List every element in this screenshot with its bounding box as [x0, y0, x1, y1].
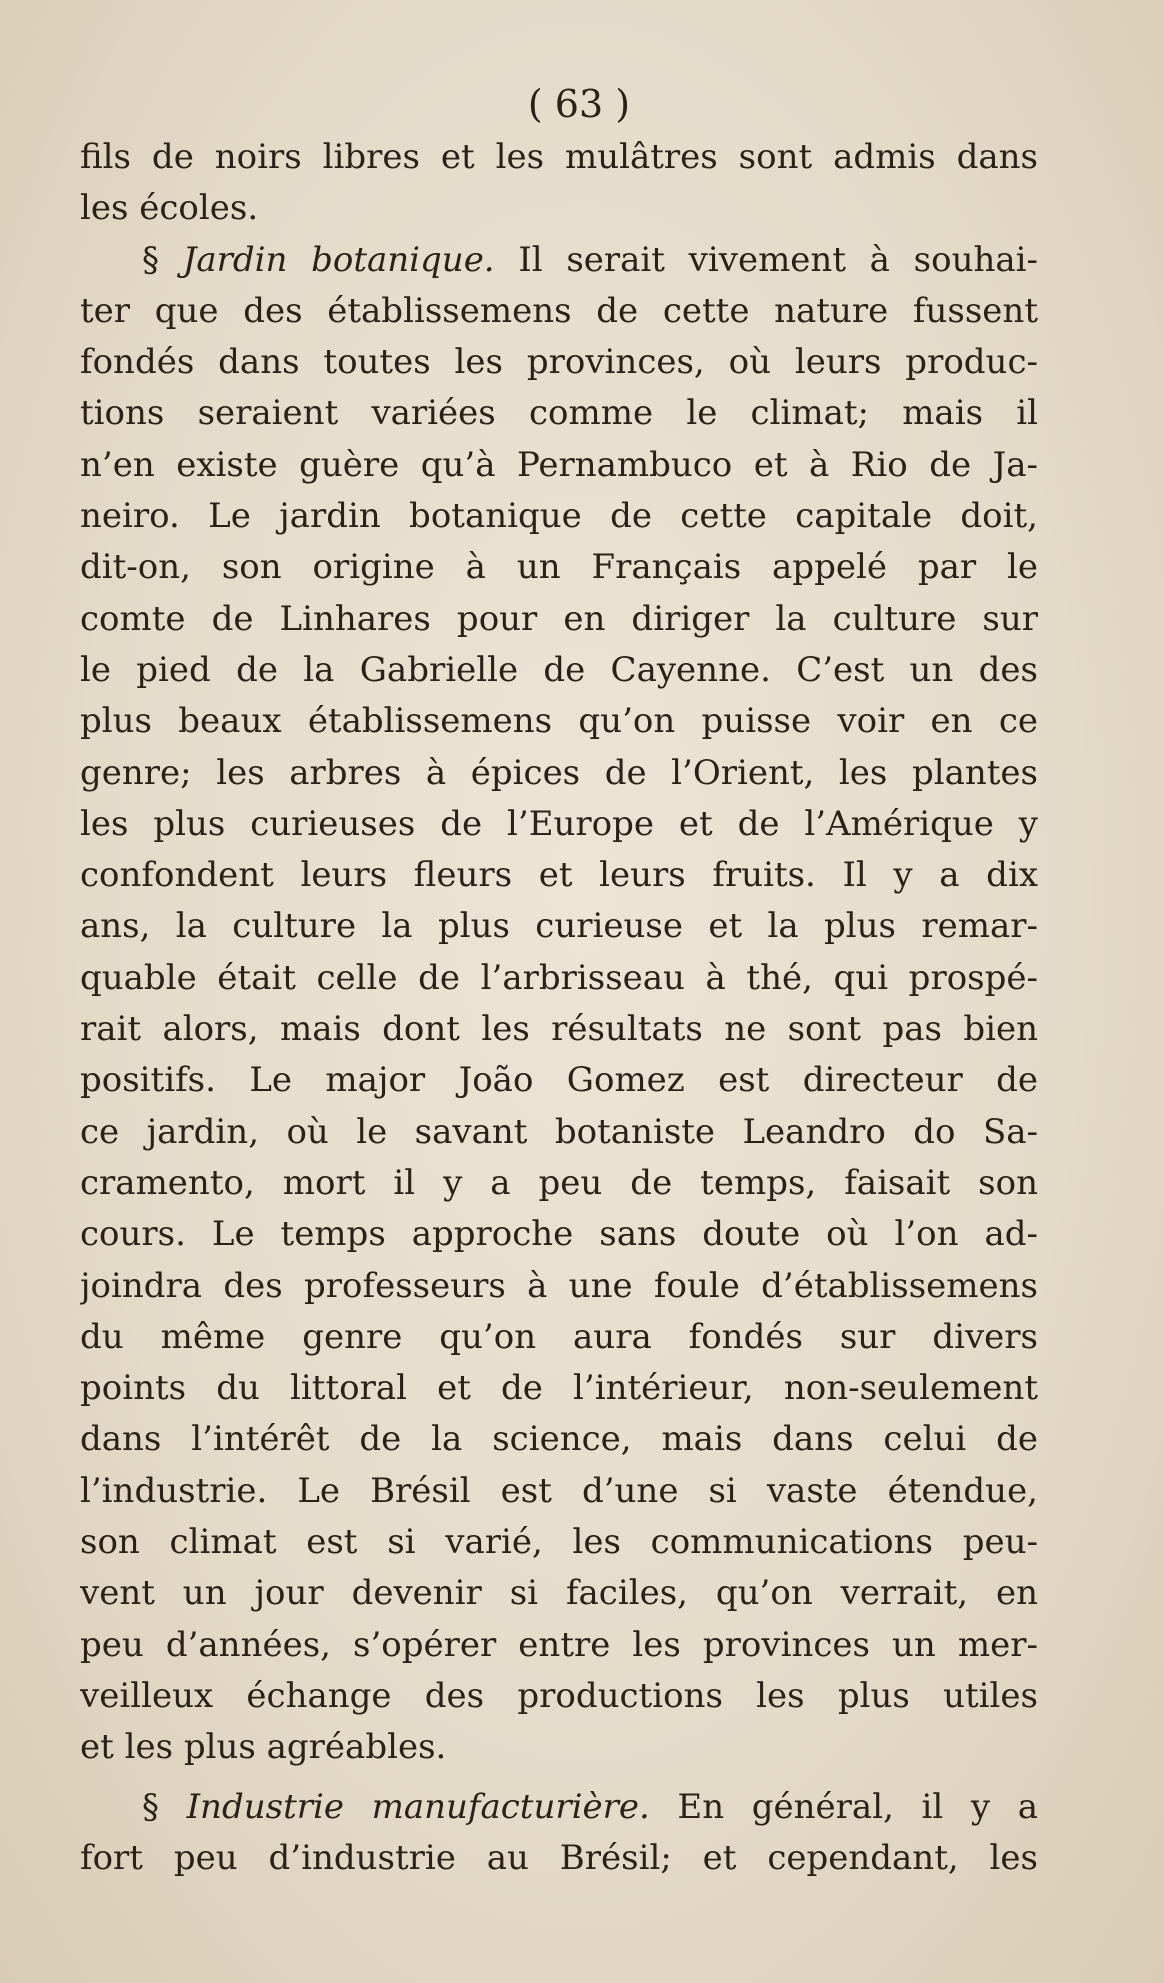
text-line: le pied de la Gabrielle de Cayenne. C’est un des: [80, 649, 1038, 690]
text-line: plus beaux établissemens qu’on puisse voir en ce: [80, 701, 1038, 742]
text-line: cours. Le temps approche sans doute où l’on ad-: [80, 1214, 1038, 1255]
text-line: joindra des professeurs à une foule d’établissemens: [80, 1265, 1038, 1306]
text-line: fort peu d’industrie au Brésil; et cependant, les: [80, 1837, 1038, 1878]
text-line: rait alors, mais dont les résultats ne sont pas bien: [80, 1009, 1038, 1050]
text-line: cramento, mort il y a peu de temps, faisait son: [80, 1162, 1038, 1203]
text-line: les plus curieuses de l’Europe et de l’Amérique y: [80, 803, 1038, 844]
text-line: ce jardin, où le savant botaniste Leandro do Sa-: [80, 1111, 1038, 1152]
text-line: neiro. Le jardin botanique de cette capitale doit,: [80, 496, 1038, 537]
section-first-line-text: Il serait vivement à souhai-: [518, 239, 1038, 280]
section-mark: §: [142, 1786, 159, 1827]
text-line: peu d’années, s’opérer entre les provinces un mer-: [80, 1624, 1038, 1665]
text-line: fils de noirs libres et les mulâtres sont admis dans: [80, 137, 1038, 177]
section-heading-line: [80, 1782, 1038, 1833]
section-title-jardin-botanique: Jardin botanique.: [182, 239, 495, 280]
text-line: quable était celle de l’arbrisseau à thé, qui prospé-: [80, 957, 1038, 998]
text-line: comte de Linhares pour en diriger la culture sur: [80, 598, 1038, 639]
section-title-industrie-manufacturiere: Industrie manufacturière.: [186, 1786, 650, 1827]
text-line: points du littoral et de l’intérieur, non-seulement: [80, 1368, 1038, 1409]
text-line: tions seraient variées comme le climat; mais il: [80, 393, 1038, 434]
page-text: [80, 80, 1038, 1884]
text-line: son climat est si varié, les communications peu-: [80, 1522, 1038, 1563]
text-line: veilleux échange des productions les plus utiles: [80, 1675, 1038, 1716]
section-mark: §: [142, 239, 159, 280]
section-first-line-text: En général, il y a: [677, 1786, 1038, 1827]
text-line: n’en existe guère qu’à Pernambuco et à Rio de Ja-: [80, 444, 1038, 485]
text-line: les écoles.: [80, 188, 259, 229]
text-line: fondés dans toutes les provinces, où leurs produc-: [80, 342, 1038, 383]
page-number: ( 63 ): [527, 82, 631, 126]
text-line: dit-on, son origine à un Français appelé par le: [80, 547, 1038, 588]
text-line: vent un jour devenir si faciles, qu’on verrait, en: [80, 1573, 1038, 1614]
text-line: ans, la culture la plus curieuse et la plus remar-: [80, 906, 1038, 947]
text-line: positifs. Le major João Gomez est directeur de: [80, 1060, 1038, 1101]
section-heading-line: [80, 235, 1038, 286]
text-line: confondent leurs fleurs et leurs fruits. Il y a dix: [80, 855, 1038, 896]
text-line: du même genre qu’on aura fondés sur divers: [80, 1316, 1038, 1357]
text-line: ter que des établissemens de cette nature fussent: [80, 290, 1038, 331]
text-line: dans l’intérêt de la science, mais dans celui de: [80, 1419, 1038, 1460]
text-line: et les plus agréables.: [80, 1727, 447, 1768]
paragraph-gap: [80, 1774, 1038, 1782]
text-line: l’industrie. Le Brésil est d’une si vaste étendue,: [80, 1470, 1038, 1511]
text-line: genre; les arbres à épices de l’Orient, les plantes: [80, 752, 1038, 793]
